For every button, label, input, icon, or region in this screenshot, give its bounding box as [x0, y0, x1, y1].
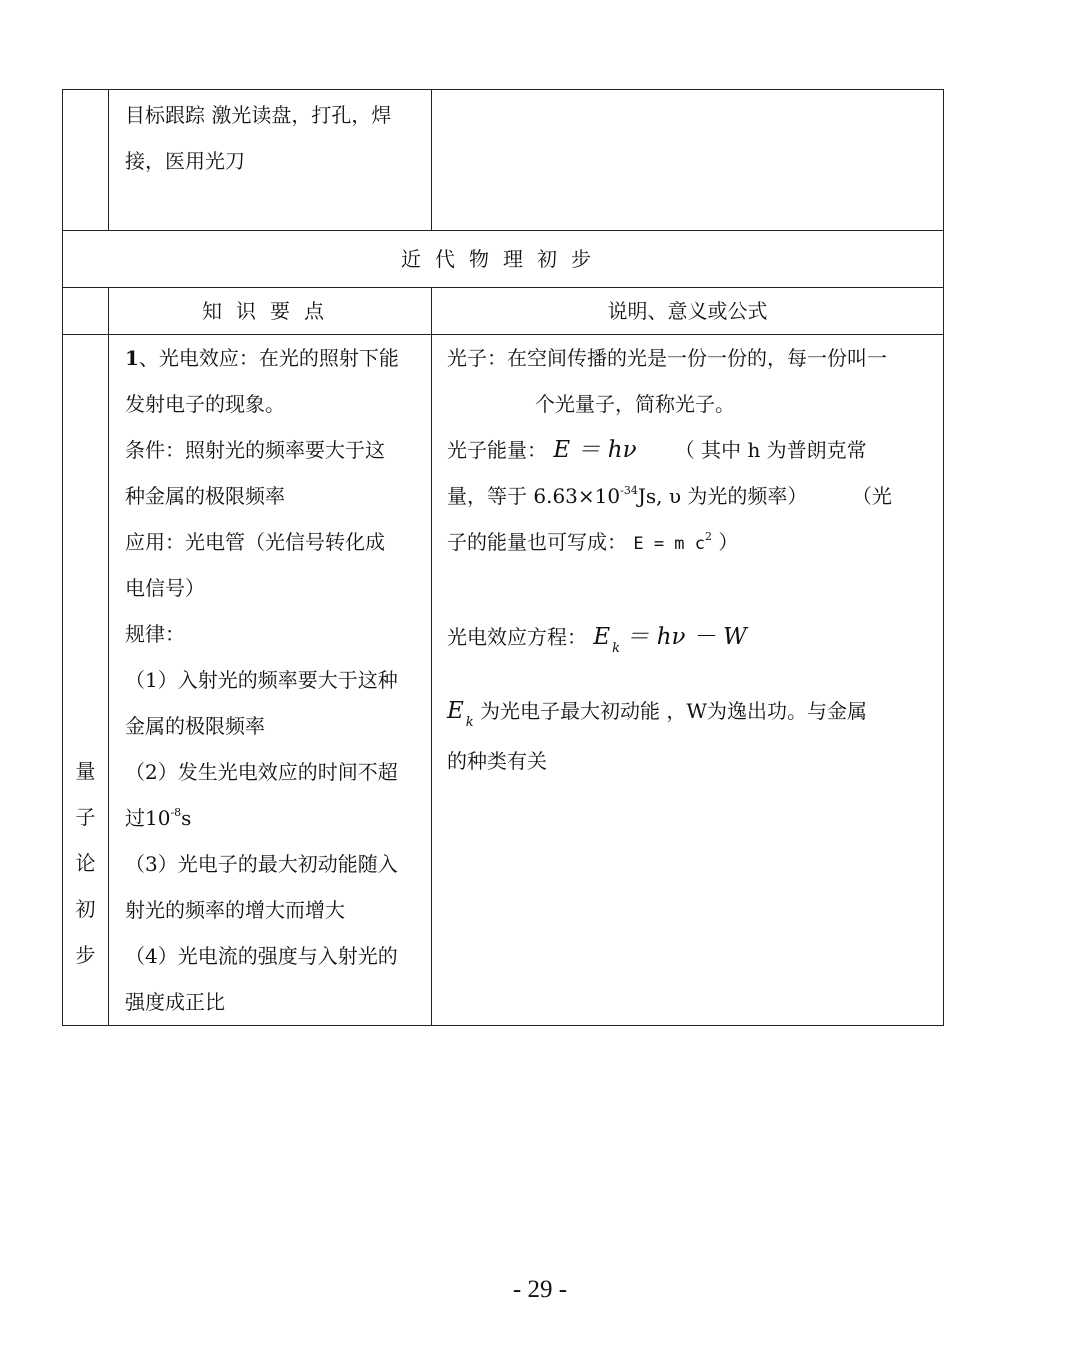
text-line: 种金属的极限频率: [125, 484, 285, 508]
text-line: [125, 795, 417, 841]
text-line: 条件：照射光的频率要大于这: [125, 438, 385, 462]
header-row: [63, 288, 944, 335]
explanation-cell: [432, 335, 944, 1026]
row-label-cell: [63, 335, 109, 1026]
text-line: [447, 427, 929, 473]
text-line: [447, 688, 929, 738]
text-span: （ 其中 h 为普朗克常: [674, 438, 867, 462]
formula-symbol: E: [447, 698, 464, 724]
text-line: [447, 614, 929, 664]
text-line: 规律：: [125, 622, 185, 646]
row-label-char: 量: [75, 759, 96, 783]
text-line: 金属的极限频率: [125, 714, 265, 738]
text-span: 过10: [125, 806, 171, 830]
photoelectric-equation: ＝ hν － W: [626, 624, 747, 650]
text-line: 发射电子的现象。: [125, 392, 285, 416]
text-line: （3）光电子的最大初动能随入: [125, 852, 398, 876]
text-line: 电信号）: [125, 576, 205, 600]
text-span: 、光电效应：在光的照射下能: [138, 346, 399, 370]
row-label: [63, 335, 108, 1208]
column-header-knowledge: 知识要点: [109, 288, 432, 335]
table-row: [63, 335, 944, 1026]
knowledge-cell: [109, 90, 432, 231]
spacer: [447, 664, 929, 688]
text-line: 的种类有关: [447, 749, 547, 773]
row-label-char: 初: [75, 897, 96, 921]
text-line: 应用：光电管（光信号转化成: [125, 530, 385, 554]
explanation-cell: [432, 90, 944, 231]
row-label-char: 子: [75, 805, 96, 829]
formula-subscript: k: [612, 641, 621, 656]
knowledge-cell: [109, 335, 432, 1026]
row-label-char: 步: [75, 943, 96, 967]
knowledge-table: [62, 89, 944, 1026]
text-line: [447, 519, 929, 567]
photon-energy-formula: E ＝ hν: [553, 437, 637, 463]
row-label-char: 论: [75, 851, 96, 875]
text-line: [447, 473, 929, 519]
formula-symbol: E: [593, 624, 611, 650]
page-number: - 29 -: [512, 1276, 568, 1303]
text-span: 为光电子最大初动能 ，W为逸出功。与金属: [473, 699, 867, 723]
label-cell: [63, 90, 109, 231]
text-span: ）: [712, 530, 739, 554]
item-number: 1: [125, 346, 139, 370]
spacer: [447, 567, 929, 614]
text-line: （2）发生光电效应的时间不超: [125, 760, 398, 784]
text-line: 强度成正比: [125, 990, 225, 1014]
text-span: 光子能量：: [447, 438, 547, 462]
exponent: -34: [620, 484, 638, 497]
text-span: （光: [851, 484, 892, 508]
text-line: （1）入射光的频率要大于这种: [125, 668, 398, 692]
text-line: 接，医用光刀: [125, 149, 245, 173]
text-span: s: [181, 806, 192, 830]
mass-energy-formula: E = m c: [633, 534, 706, 554]
section-row: [63, 231, 944, 288]
column-header-explanation: 说明、意义或公式: [432, 288, 944, 335]
header-blank-cell: [63, 288, 109, 335]
text-line: 个光量子，简称光子。: [535, 392, 735, 416]
text-span: Js, υ 为光的频率）: [637, 484, 808, 508]
section-title: 近代物理初步: [63, 231, 944, 288]
exponent: 2: [705, 530, 713, 543]
text-line: 目标跟踪 激光读盘，打孔，焊: [125, 103, 392, 127]
text-span: 量，等于 6.63×10: [447, 484, 621, 508]
text-line: （4）光电流的强度与入射光的: [125, 944, 398, 968]
text-span: 光电效应方程：: [447, 625, 587, 649]
formula-subscript: k: [465, 715, 474, 730]
text-span: 子的能量也可写成：: [447, 530, 627, 554]
table-row: [63, 90, 944, 231]
text-line: 射光的频率的增大而增大: [125, 898, 345, 922]
text-line: 光子：在空间传播的光是一份一份的，每一份叫一: [447, 346, 887, 370]
exponent: -8: [170, 806, 182, 819]
text-line: [125, 335, 417, 381]
